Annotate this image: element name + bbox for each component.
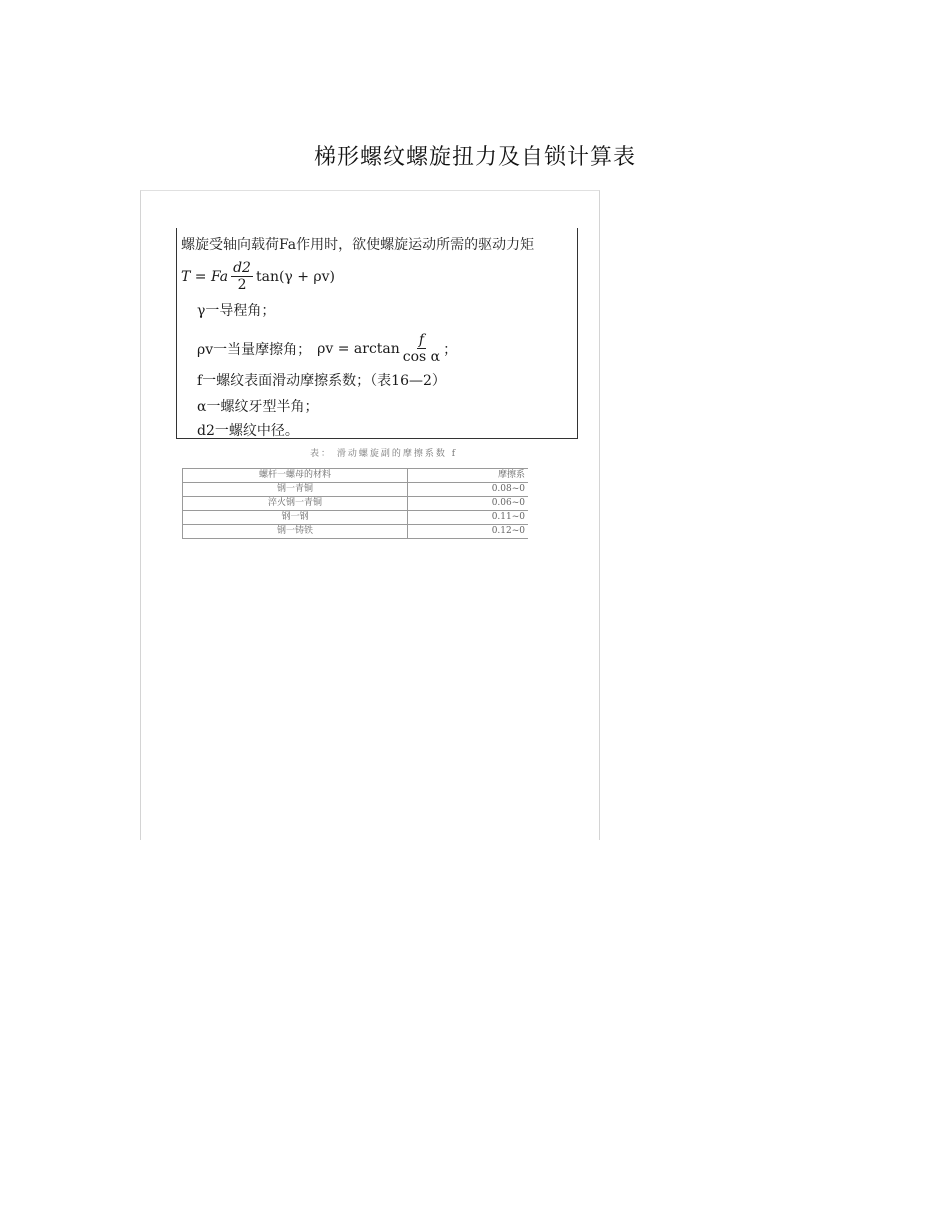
gamma-definition: γ一导程角；: [197, 303, 276, 319]
torque-fraction: [231, 260, 253, 293]
document-title: 梯形螺纹螺旋扭力及自锁计算表: [313, 145, 636, 170]
friction-coefficient-definition: f一螺纹表面滑动摩擦系数；（表16—2）: [197, 373, 446, 389]
coefficient-cell: 0.06~0: [408, 497, 529, 511]
torque-formula: [181, 260, 335, 293]
coefficient-cell: 0.11~0: [408, 511, 529, 525]
torque-formula-rhs: tan(γ + ρv): [255, 268, 336, 285]
material-cell: 钢一青铜: [183, 483, 408, 497]
coefficient-cell: 0.12~0: [408, 525, 529, 539]
table-row: [183, 525, 529, 539]
table-row: [183, 483, 529, 497]
rho-definition: [197, 332, 457, 365]
formula-box: [176, 228, 578, 439]
material-cell: 钢一钢: [183, 511, 408, 525]
alpha-definition: α一螺纹牙型半角；: [197, 399, 319, 415]
header-friction-coefficient: 摩擦系: [408, 469, 529, 483]
table-caption: 表： 滑动螺旋副的摩擦系数 f: [310, 449, 458, 459]
torque-formula-lhs: T = Fa: [181, 268, 229, 285]
coefficient-cell: 0.08~0: [408, 483, 529, 497]
torque-fraction-denominator: 2: [237, 277, 247, 293]
material-cell: 钢一铸铁: [183, 525, 408, 539]
rho-fraction-numerator: f: [418, 332, 425, 348]
rho-formula-lhs: ρv = arctan: [317, 340, 400, 357]
table-row: [183, 497, 529, 511]
rho-fraction-denominator: cos α: [402, 349, 441, 365]
material-cell: 淬火钢一青铜: [183, 497, 408, 511]
rho-definition-prefix: ρv一当量摩擦角；: [197, 341, 312, 358]
rho-definition-suffix: ；: [443, 341, 458, 358]
header-material: 螺杆一螺母的材料: [183, 469, 408, 483]
table-header-row: [183, 469, 529, 483]
pitch-diameter-definition: d2一螺纹中径。: [197, 423, 299, 439]
torque-fraction-numerator: d2: [233, 260, 251, 276]
rho-fraction: [403, 332, 440, 365]
table-row: [183, 511, 529, 525]
formula-intro-text: 螺旋受轴向载荷Fa作用时，欲使螺旋运动所需的驱动力矩: [181, 237, 535, 253]
friction-table: [182, 468, 528, 539]
